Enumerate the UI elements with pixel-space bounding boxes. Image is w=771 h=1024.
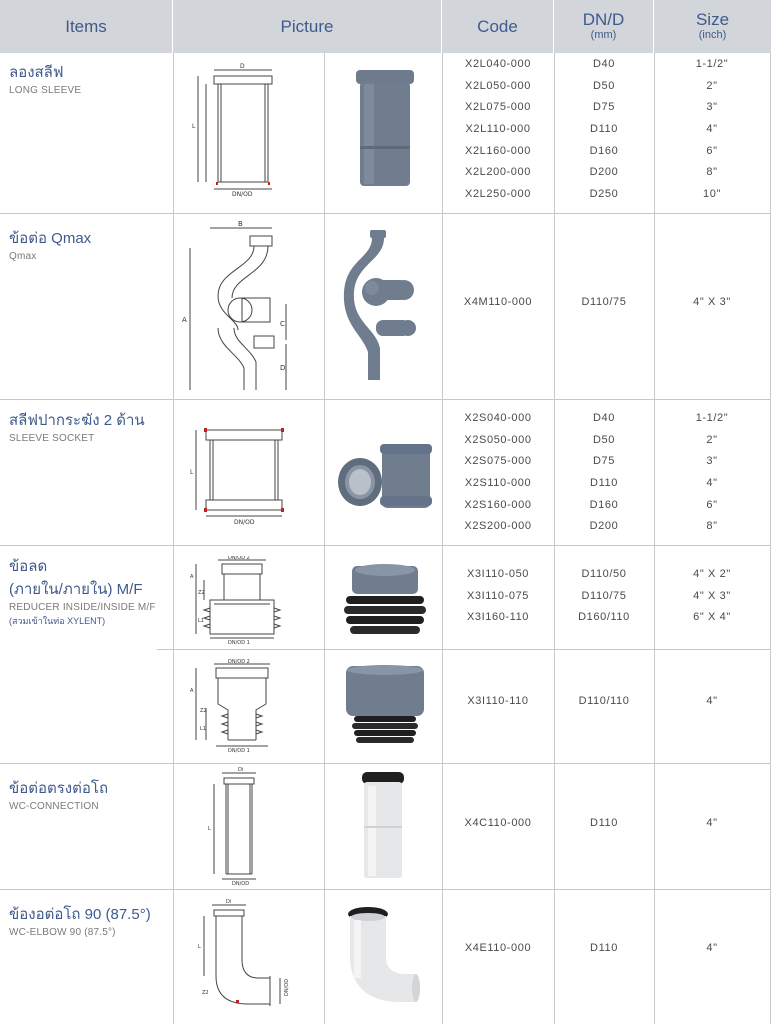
size-cell: 3" — [706, 455, 718, 468]
header-items — [0, 0, 173, 53]
code-cell: X4M110-000 — [463, 296, 533, 308]
drawing-label: C — [280, 320, 285, 328]
item-qmax — [9, 228, 169, 264]
code-cell: X4C110-000 — [464, 817, 532, 829]
header-size — [654, 0, 771, 53]
drawing-label: DN/OD 2 — [228, 659, 250, 665]
dn-cell: D110/75 — [581, 296, 627, 308]
photo-wc-elbow — [346, 906, 420, 1008]
code-cell: X2L250-000 — [465, 188, 531, 201]
code-cell: X3I110-110 — [467, 695, 529, 707]
drawing-label: Z2 — [198, 590, 205, 596]
code-cell: X2S050-000 — [464, 433, 532, 446]
header-dn-unit: (mm) — [590, 29, 617, 41]
code-cell: X2S075-000 — [464, 455, 532, 468]
dn-reducer-a — [554, 564, 654, 629]
item-name-th: ลองสลีฟ — [9, 64, 64, 81]
drawing-label: L — [198, 944, 201, 950]
drawing-label: L1 — [200, 726, 206, 732]
drawing-label: D — [240, 63, 245, 70]
drawing-label: DN/OD — [284, 978, 290, 996]
codes-qmax — [442, 292, 554, 314]
code-cell: X2L160-000 — [465, 144, 531, 157]
grid-hline — [0, 889, 771, 890]
item-note: (สวมเข้าในท่อ XYLENT) — [9, 616, 106, 626]
dn-cell: D75 — [593, 101, 615, 114]
dn-cell: D50 — [593, 79, 615, 92]
codes-wc-elbow — [442, 938, 554, 960]
drawing-label: B — [238, 220, 243, 228]
item-name-en: LONG SLEEVE — [9, 85, 82, 96]
dn-cell: D75 — [593, 455, 615, 468]
drawing-label: Z2 — [202, 990, 209, 996]
dn-cell: D160 — [589, 498, 619, 511]
photo-reducer-b — [340, 664, 430, 748]
dn-cell: D110 — [590, 123, 618, 136]
dn-cell: D200 — [589, 166, 619, 179]
grid-hline — [157, 649, 771, 650]
item-name-en: REDUCER INSIDE/INSIDE M/F — [9, 602, 156, 613]
sizes-qmax — [654, 292, 770, 314]
code-cell: X2S200-000 — [464, 520, 532, 533]
sizes-wc-connection — [654, 813, 770, 835]
drawing-label: A — [190, 574, 194, 580]
item-name-en: WC-CONNECTION — [9, 801, 99, 812]
codes-long-sleeve — [442, 54, 554, 206]
grid-vline — [324, 53, 325, 1024]
drawing-reducer-a — [188, 556, 298, 646]
dn-reducer-b — [554, 691, 654, 713]
header-size-label: Size — [695, 10, 730, 29]
item-name-th: ข้อต่อ Qmax — [9, 230, 92, 247]
dn-wc-connection — [554, 813, 654, 835]
dn-qmax — [554, 292, 654, 314]
drawing-sleeve-socket — [182, 420, 302, 530]
drawing-long-sleeve — [180, 62, 310, 202]
item-name-th: สลีฟปากระฆัง 2 ด้าน — [9, 412, 145, 429]
size-cell: 4" X 3" — [693, 296, 731, 308]
sizes-wc-elbow — [654, 938, 770, 960]
item-name-th: ข้อลด — [9, 558, 48, 575]
size-cell: 4" — [706, 123, 718, 136]
code-cell: X2L110-000 — [465, 123, 531, 136]
drawing-label: DN/OD — [232, 191, 253, 198]
dn-cell: D110 — [590, 477, 618, 490]
size-cell: 4" X 2" — [693, 568, 731, 580]
item-name-en: WC-ELBOW 90 (87.5°) — [9, 927, 116, 938]
drawing-label: DN/OD 2 — [228, 556, 250, 561]
size-cell: 6" — [706, 144, 718, 157]
drawing-wc-connection — [200, 766, 290, 886]
dn-cell: D200 — [589, 520, 619, 533]
item-name-en: SLEEVE SOCKET — [9, 433, 95, 444]
size-cell: 10" — [703, 188, 721, 201]
item-name-en: Qmax — [9, 251, 37, 262]
drawing-label: L1 — [198, 618, 204, 624]
grid-hline — [0, 763, 771, 764]
drawing-label: DN/OD 1 — [228, 640, 250, 646]
photo-reducer-a — [338, 562, 432, 642]
dn-sleeve-socket — [554, 408, 654, 538]
item-name-th: ข้อต่อตรงต่อโถ — [9, 780, 109, 797]
item-wc-elbow — [9, 904, 169, 940]
dn-cell: D110/50 — [581, 568, 627, 580]
dn-cell: D40 — [593, 58, 615, 70]
sizes-sleeve-socket — [654, 408, 770, 538]
drawing-qmax — [178, 218, 318, 396]
size-cell: 1-1/2" — [695, 58, 729, 70]
code-cell: X3I110-075 — [466, 589, 530, 602]
drawing-label: DN/OD — [232, 881, 250, 886]
code-cell: X2S040-000 — [464, 412, 532, 424]
dn-cell: D110/75 — [581, 589, 627, 602]
code-cell: X2L040-000 — [465, 58, 531, 70]
sizes-reducer-a — [654, 564, 770, 629]
sizes-long-sleeve — [654, 54, 770, 206]
size-cell: 3" — [706, 101, 718, 114]
drawing-wc-elbow — [196, 896, 292, 1018]
header-dn — [554, 0, 654, 53]
size-cell: 4" — [706, 695, 718, 707]
drawing-label: Di — [238, 767, 244, 773]
size-cell: 4" — [706, 477, 718, 490]
drawing-label: L — [190, 469, 194, 476]
item-long-sleeve — [9, 62, 169, 98]
header-size-unit: (inch) — [698, 29, 727, 41]
size-cell: 2" — [706, 433, 718, 446]
dn-cell: D110 — [590, 817, 618, 829]
grid-hline — [0, 399, 771, 400]
code-cell: X2S160-000 — [464, 498, 532, 511]
header-code — [442, 0, 554, 53]
code-cell: X4E110-000 — [464, 942, 532, 954]
dn-cell: D40 — [593, 412, 615, 424]
dn-cell: D50 — [593, 433, 615, 446]
code-cell: X2L075-000 — [465, 101, 531, 114]
drawing-label: DN/OD 1 — [228, 748, 250, 754]
code-cell: X3I160-110 — [466, 611, 530, 624]
dn-cell: D110/110 — [578, 695, 630, 707]
grid-hline — [0, 545, 771, 546]
size-cell: 1-1/2" — [695, 412, 729, 424]
item-sleeve-socket — [9, 410, 169, 446]
item-wc-connection — [9, 778, 169, 814]
header-code-label: Code — [477, 16, 518, 36]
dn-long-sleeve — [554, 54, 654, 206]
drawing-label: L — [192, 123, 196, 130]
photo-sleeve-socket — [334, 440, 434, 510]
codes-reducer-b — [442, 691, 554, 713]
size-cell: 2" — [706, 79, 718, 92]
code-cell: X2L200-000 — [465, 166, 531, 179]
drawing-label: Z2 — [200, 708, 207, 714]
header-picture-label: Picture — [280, 16, 334, 36]
size-cell: 6" — [706, 498, 718, 511]
header-items-label: Items — [65, 16, 107, 36]
dn-cell: D110 — [590, 942, 618, 954]
grid-hline — [0, 213, 771, 214]
drawing-label: L — [208, 826, 211, 832]
dn-cell: D160 — [589, 144, 619, 157]
drawing-label: A — [182, 316, 187, 324]
size-cell: 4" X 3" — [693, 589, 731, 602]
photo-qmax — [336, 230, 426, 382]
dn-wc-elbow — [554, 938, 654, 960]
drawing-reducer-b — [188, 658, 298, 754]
header-picture — [173, 0, 442, 53]
codes-reducer-a — [442, 564, 554, 629]
size-cell: 4" — [706, 942, 718, 954]
code-cell: X2S110-000 — [464, 477, 532, 490]
size-cell: 4" — [706, 817, 718, 829]
drawing-label: DN/OD — [234, 519, 255, 526]
item-reducer — [9, 556, 169, 628]
grid-vline — [173, 53, 174, 1024]
codes-sleeve-socket — [442, 408, 554, 538]
size-cell: 6" X 4" — [693, 611, 731, 624]
code-cell: X2L050-000 — [465, 79, 531, 92]
drawing-label: Di — [226, 899, 232, 905]
size-cell: 8" — [706, 520, 718, 533]
sizes-reducer-b — [654, 691, 770, 713]
item-name-th-2: (ภายใน/ภายใน) M/F — [9, 581, 143, 598]
header-dn-label: DN/D — [582, 10, 625, 29]
code-cell: X3I110-050 — [466, 568, 530, 580]
codes-wc-connection — [442, 813, 554, 835]
photo-wc-connection — [358, 772, 408, 882]
drawing-label: A — [190, 688, 194, 694]
dn-cell: D250 — [589, 188, 619, 201]
item-name-th: ข้องอต่อโถ 90 (87.5°) — [9, 906, 151, 923]
dn-cell: D160/110 — [578, 611, 630, 624]
drawing-label: D — [280, 364, 286, 372]
photo-long-sleeve — [350, 70, 420, 190]
size-cell: 8" — [706, 166, 718, 179]
